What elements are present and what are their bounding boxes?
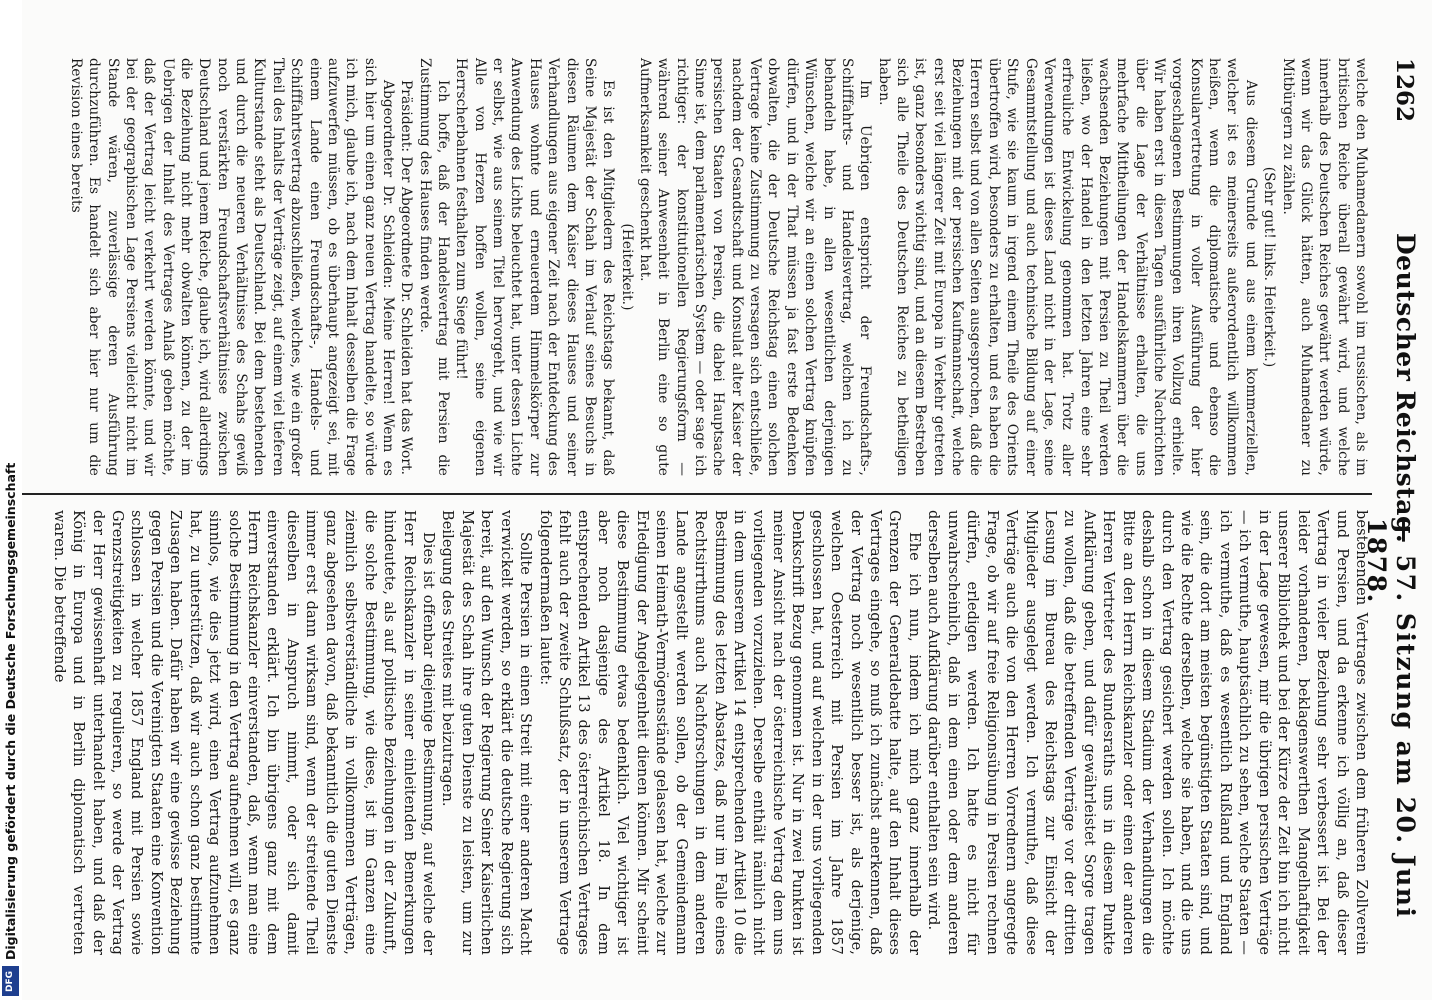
column-divider	[2, 493, 1372, 495]
dfg-logo	[2, 966, 19, 996]
page-header	[1362, 58, 1426, 960]
credit-text: Digitalisierung gefördert durch die Deutsche Forschungsgemeinschaft	[3, 462, 18, 960]
paragraph: Im Uebrigen entspricht der Freundschafts-, Schifffahrts- und Handelsvertrag, welchen ich zu behandeln habe, in allen wesentlichen derjenigen Wünschen, welche wir an einen solchen Vertrag knüpfen dürfen, und in der That müssen ja fast erste Bedenken obwalten, die der Deutsche Reichstag einen solchen Vertrage keine Zustimmung zu versagen sich entschließe, nachdem der Gesandtschaft und Konsulat alter Kaiser der persischen Staaten von Persien, die dabei Hauptsache Sinne ist, dem parlamentarischen System — oder sage ich richtiger: der konstitutionellen Regierungsform — während seiner Anwesenheit in Berlin eine so gute Aufmerksamkeit geschenkt hat.	[636, 58, 874, 476]
digitization-credit-sidebar	[0, 0, 22, 1000]
paragraph: Präsident: Der Abgeordnete Dr. Schleiden hat das Wort.	[398, 80, 415, 476]
paragraph: Ehe ich nun, indem ich mich ganz innerhalb der Grenzen der Generaldebatte halte, auf den Inhalt dieses Vertrages eingehe, so muß ich zunächst anerkennen, daß der Vertrag noch wesentlich besser ist, als derjenige, welchen Oesterreich mit Persien im Jahre 1857 geschlossen hat, und auf welchen in der uns vorliegenden Denkschrift Bezug genommen ist. Nur in zwei Punkten ist meiner Ansicht nach der österreichische Vertrag dem uns vorliegenden vorzuziehen. Derselbe enthält nämlich nicht in dem unserem Artikel 14 entsprechenden Artikel 10 die Bestimmung des letzten Absatzes, daß nur im Falle eines Rechtsirrthums auch Nachforschungen in dem anderen Lande angestellt werden sollen, ob der Gemeindemann seinen Heimath-Vermögensstände gelassen hat, welche zur Erledigung der Angelegenheit dienen können. Mir scheint diese Bestimmung etwas bedenklich. Viel wichtiger ist aber noch dasjenige des Artikel 18. In dem entsprechenden Artikel 13 des österreichischen Vertrages fehlt auch der zweite Schlußsatz, der in unserem Vertrage folgendermaßen lautet:	[536, 510, 922, 955]
paragraph: welche den Muhamedanern sowohl im russischen, als im britischen Reiche überall gewährt wird, und welche innerhalb des Deutschen Reiches gewährt werden würde, wenn wir das Glück hätten, auch Muhamedaner zu Mitbürgern zu zählen.	[1279, 58, 1369, 476]
page-number: 1262	[1391, 58, 1418, 123]
credit-text-wrap	[0, 0, 22, 960]
interjection: (Sehr gut! links. Heiterkeit.)	[1261, 166, 1278, 368]
paragraph: Aus diesem Grunde und aus einem kommerziellen, welcher ist es meinerseits außerordentlich willkommen heißen, wenn die diplomatische und ebenso die Konsularvertretung in voller Ausführung der hier vorgeschlagenen Bestimmungen ihren Vollzug erhielte. Wir haben erst in diesen Tagen ausführliche Nachrichten über die Lage der Verhältnisse erhalten, die uns mehrfache Mittheilungen der Handelskammern über die wachsenden Beziehungen mit Persien zu Theil werden ließen, wo der Handel in den letzten Jahren eine sehr erfreuliche Entwickelung genommen hat. Trotz aller Verwendungen ist dieses Land nicht in der Lage, seine Gesammtstellung und auch technische Bildung auf einer Stufe, wie sie kaum in irgend einem Theile des Orients übertroffen wird, besonders zu erhalten, und es haben die Herren selbst und von allen Seiten ausgesprochen, daß die Beziehungen mit der persischen Kaufmannschaft, welche erst seit viel längerer Zeit mit Europa in Verkehr getreten ist, ganz besonders wichtig sind, und an diesem Bestreben sich alle Theile des Deutschen Reiches zu betheiligen haben.	[875, 58, 1259, 476]
dfg-logo-text: DFG	[5, 970, 16, 992]
session-title: — 57. Sitzung am 20. Juni 1878.	[1362, 518, 1420, 919]
paragraph: Abgeordneter Dr. Schleiden: Meine Herren! Wenn es sich hier um einen ganz neuen Vertrag handelte, so würde ich mich, glaube ich, nach dem Inhalt desselben die Frage aufzuwerfen müssen, ob es überhaupt angezeigt sei, mit einem Lande einen Freundschafts-, Handels- und Schifffahrtsvertrag abzuschließen, welches, wie ein großer Theil des Inhalts der Verträge zeigt, auf einem viel tieferen Kulturstande steht als Deutschland. Bei dem bestehenden und durch die neueren Verhältnisse des Schahs gewiß noch verstärkten Freundschaftsverhältnisse zwischen Deutschland und jenem Reiche, glaube ich, wird allerdings die Beziehung nicht mehr obwalten können, zu der im Uebrigen der Inhalt des Vertrages Anlaß geben möchte, daß der Vertrag leicht verkehrt werden könnte, und wir bei der geographischen Lage Persiens vielleicht nicht im Stande wären, zuverlässige deren Ausführung durchzuführen. Es handelt sich aber hier nur um die Revision eines bereits	[67, 58, 396, 476]
text-column-left	[10, 58, 1370, 476]
paragraph: Ich hoffe, daß der Handelsvertrag mit Persien die Zustimmung des Hauses finden werde.	[416, 58, 452, 476]
paragraph: Sollte Persien in einen Streit mit einer anderen Macht verwickelt werden, so erklärt die deutsche Regierung sich bereit, auf den Wunsch der Regierung Seiner Kaiserlichen Majestät des Schah ihre guten Dienste zu leisten, um zur Beilegung des Streites mit beizutragen.	[439, 510, 534, 955]
paragraph: Es ist den Mitgliedern des Reichstags bekannt, daß Seine Majestät der Schah im Verlauf seines Besuchs in diesen Räumen dem Kaiser dieses Hauses und seiner Verhandlungen aus eigener Zeit nach der Entdeckung des Hauses wohnte und erneuerdem Himmelskörper zur Anwendung des Lichts beleuchtet hat, unter dessen Lichte er selbst, wie aus seinem Titel hervorgeht, und wie wir Alle von Herzen hoffen wollen, seine eigenen Herrscherbahnen festhalten zum Siege führt!	[453, 58, 617, 476]
publication-title: Deutscher Reichstag.	[1391, 233, 1420, 544]
interjection: (Heiterkeit.)	[618, 223, 635, 311]
text-column-right	[10, 510, 1370, 955]
paragraph: bestehenden Vertrages zwischen dem früheren Zollverein und Persien, und da erkenne ich völlig an, daß dieser Vertrag in vieler Beziehung sehr verbessert ist. Bei der leider vorhandenen, beklagenswerthen Mangelhaftigkeit unserer Bibliothek und bei der Kürze der Zeit bin ich nicht in der Lage gewesen, mir die übrigen persischen Verträge — ich vermuthe, hauptsächlich zu sehen, welche Staaten — ich vermuthe, daß es wesentlich Rußland und England sein, die dort am meisten begünstigten Staaten sind, und wie die Rechte derselben, welche sie haben, und die uns durch den Vertrag gesichert werden sollen. Ich möchte deshalb schon in diesem Stadium der Verhandlungen die Bitte an den Herrn Reichskanzler oder einen der anderen Herren Vertreter des Bundesraths uns in diesem Punkte Aufklärung geben, und dafür gewährleistet Sorge tragen zu wollen, daß die betreffenden Verträge vor der dritten Lesung im Bureau des Reichstags zur Einsicht der Mitglieder ausgelegt werden. Ich vermuthe, daß diese Verträge auch die von den Herren Vorrednern angeregte Frage, ob wir auf freie Religionsübung in Persien rechnen dürfen, erledigen werden. Ich hatte es nicht für unwahrscheinlich, daß in dem einen oder dem anderen derselben auch Aufklärung darüber enthalten sein wird.	[925, 510, 1369, 955]
paragraph: Dies ist offenbar diejenige Bestimmung, auf welche der Herr Reichskanzler in seiner einleitenden Bemerkungen hindeutete, als auf politische Beziehungen in der Zukunft, die solche Bestimmung, wie diese, ist im Ganzen eine ziemlich selbstverständliche in vollkommenen Verträgen, ganz abgesehen davon, daß bekanntlich die guten Dienste immer erst dann wirksam sind, wenn der streitende Theil dieselben in Anspruch nimmt, oder sich damit einverstanden erklärt. Ich bin übrigens ganz mit dem Herrn Reichskanzler einverstanden, daß, wenn man eine solche Bestimmung in den Vertrag aufnehmen will, es ganz sinnlos, wie dies jetzt wird, einen Vertrag aufzunehmen hat, zu unterstützen, daß wir auch schon ganz bestimmte Zusagen haben. Dafür haben wir eine gewisse Beziehung gegen Persien und die Vereinigten Staaten eine Konvention schlossen in welcher 1857 England mit Persien sowie Grenzstreitigkeiten zu regulieren, so werde der Vertrag der Herr gewissenhaft unterhandelt haben, und daß der König in Europa und in Berlin diplomatisch vertreten waren. Die betreffende	[50, 510, 436, 955]
